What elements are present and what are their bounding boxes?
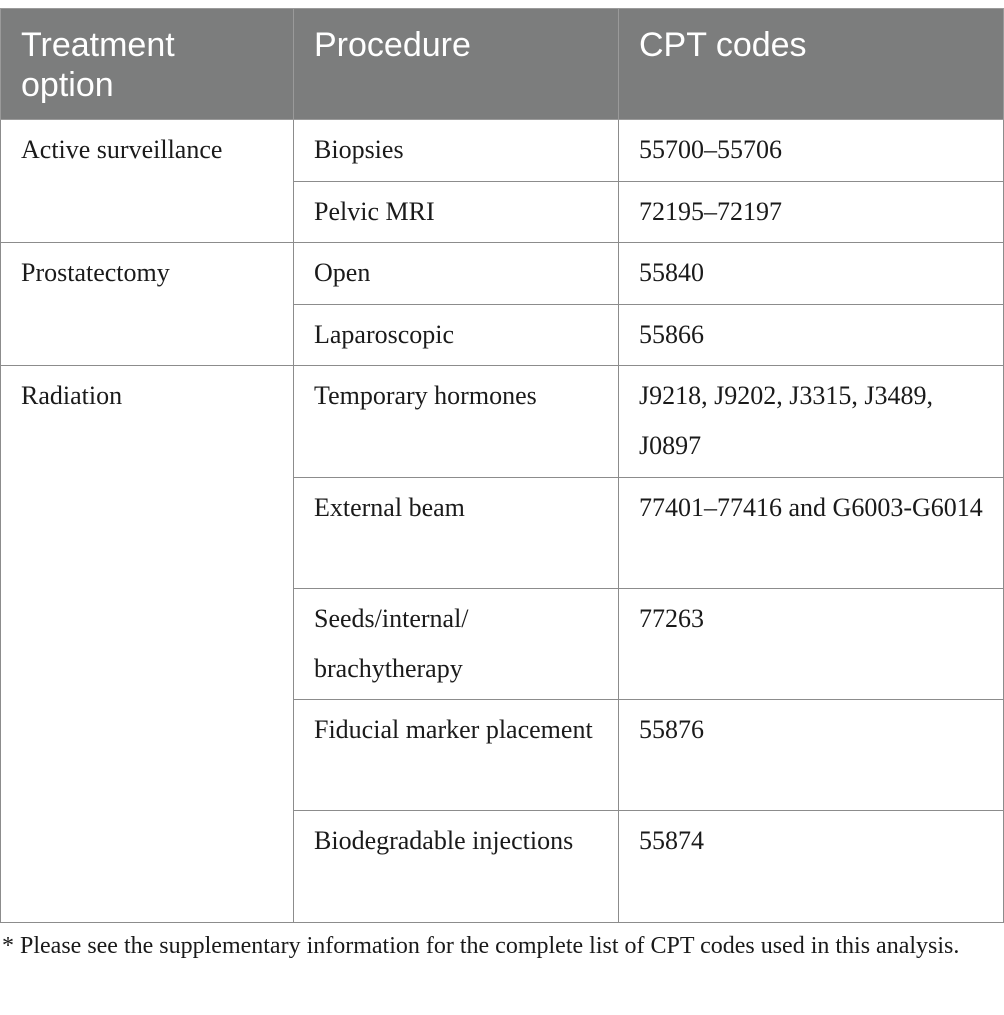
table-row bbox=[1, 243, 1004, 305]
table-header bbox=[1, 9, 1004, 120]
cpt-codes-cell: 55866 bbox=[619, 305, 1004, 366]
treatment-option-cell: Radiation bbox=[1, 366, 294, 923]
cpt-codes-cell: J9218, J9202, J3315, J3489, J0897 bbox=[619, 366, 1004, 478]
header-procedure: Procedure bbox=[294, 9, 619, 120]
procedure-cell: Pelvic MRI bbox=[294, 182, 619, 243]
table-row bbox=[1, 366, 1004, 478]
cpt-codes-table bbox=[0, 8, 1004, 923]
header-row bbox=[1, 9, 1004, 120]
cpt-codes-cell: 55874 bbox=[619, 811, 1004, 923]
cpt-codes-cell: 55840 bbox=[619, 243, 1004, 305]
table-body bbox=[1, 120, 1004, 923]
procedure-cell: Open bbox=[294, 243, 619, 305]
table-row bbox=[1, 120, 1004, 182]
procedure-cell: Laparoscopic bbox=[294, 305, 619, 366]
cpt-codes-cell: 77401–77416 and G6003-G6014 bbox=[619, 478, 1004, 589]
procedure-cell: Fiducial marker placement bbox=[294, 700, 619, 811]
cpt-codes-cell: 55700–55706 bbox=[619, 120, 1004, 182]
cpt-codes-cell: 55876 bbox=[619, 700, 1004, 811]
cpt-codes-cell: 72195–72197 bbox=[619, 182, 1004, 243]
header-treatment-option: Treatment option bbox=[1, 9, 294, 120]
procedure-cell: Seeds/internal/ brachytherapy bbox=[294, 589, 619, 700]
header-cpt-codes: CPT codes bbox=[619, 9, 1004, 120]
procedure-cell: Temporary hormones bbox=[294, 366, 619, 478]
procedure-cell: External beam bbox=[294, 478, 619, 589]
procedure-cell: Biodegradable injections bbox=[294, 811, 619, 923]
treatment-option-cell: Prostatectomy bbox=[1, 243, 294, 366]
procedure-cell: Biopsies bbox=[294, 120, 619, 182]
treatment-option-cell: Active surveillance bbox=[1, 120, 294, 243]
cpt-codes-cell: 77263 bbox=[619, 589, 1004, 700]
table-footnote: * Please see the supplementary information for the complete list of CPT codes used in this analysis. bbox=[2, 933, 960, 959]
